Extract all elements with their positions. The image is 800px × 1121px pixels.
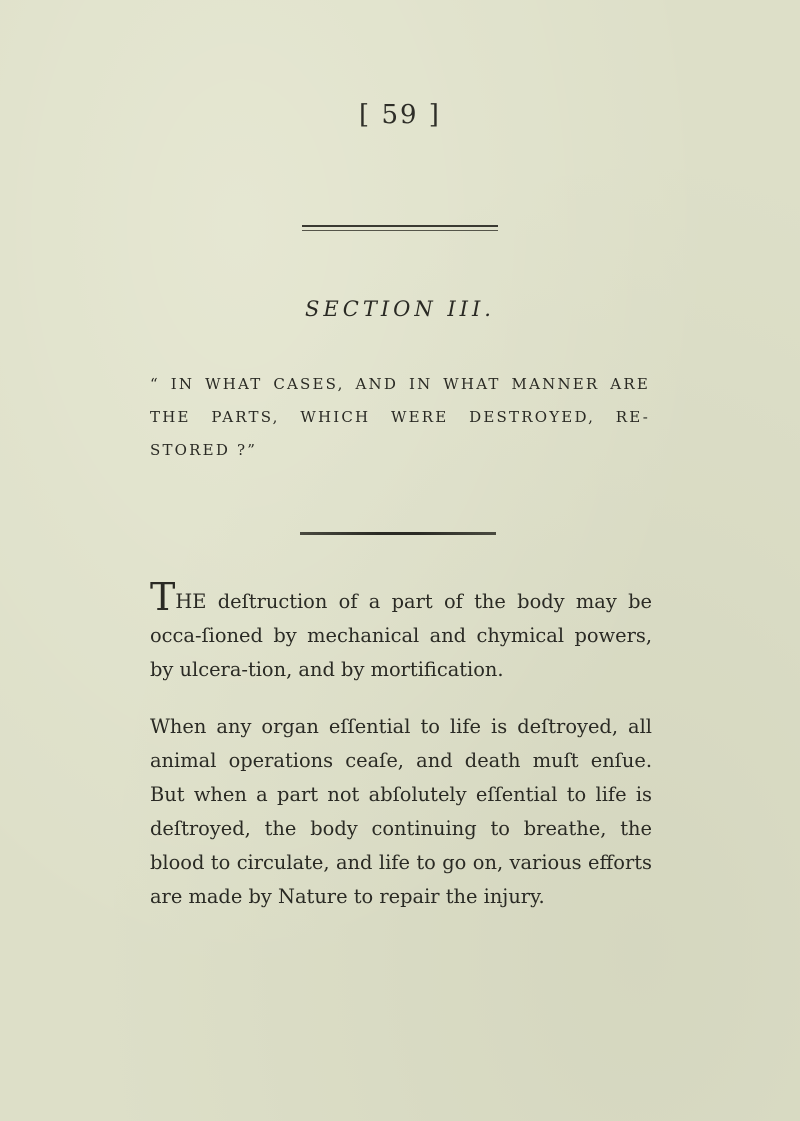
section-title: SECTION III. <box>305 297 495 321</box>
page-number: [ 59 ] <box>359 100 441 130</box>
middle-divider-rule <box>300 532 496 535</box>
top-divider-rule <box>302 225 498 227</box>
drop-cap: T <box>150 575 176 619</box>
paragraph-2: When any organ eſſential to life is deſtroyed, all animal operations ceaſe, and death muſt enſue. But when a part not abſolutely eſſential to life is deſtroyed, the body continuing to breathe, the blood to circulate, and life to go on, various efforts are made by Nature to repair the injury. <box>150 715 652 908</box>
section-heading-quote: “ IN WHAT CASES, AND IN WHAT MANNER ARE THE PARTS, WHICH WERE DESTROYED, RE-STORED ?” <box>150 375 650 459</box>
paragraph-1-text: HE deſtruction of a part of the body may be occa-ſioned by mechanical and chymical powers, by ulcera-tion, and by mortification. <box>150 590 652 681</box>
paragraph-1 <box>150 575 652 687</box>
